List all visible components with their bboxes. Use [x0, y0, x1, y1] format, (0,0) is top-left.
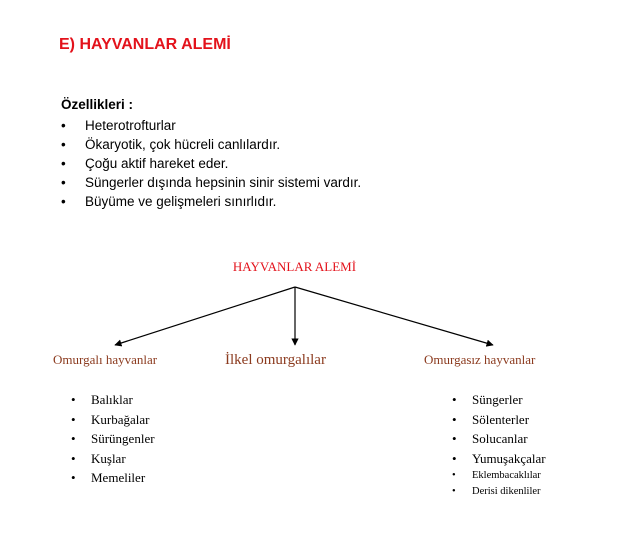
- features-heading: Özellikleri :: [61, 97, 134, 112]
- list-item: • Solucanlar: [452, 429, 546, 449]
- vertebrates-list: [71, 390, 155, 488]
- branch-vertebrates: Omurgalı hayvanlar: [53, 352, 158, 367]
- branch-primitive-vertebrates: İlkel omurgalılar: [225, 352, 326, 368]
- list-item: • Çoğu aktif hareket eder.: [61, 154, 361, 173]
- list-item: • Sürüngenler: [71, 429, 155, 449]
- list-item: • Ökaryotik, çok hücreli canlılardır.: [61, 135, 361, 154]
- list-item: • Süngerler: [452, 390, 546, 410]
- list-item: • Yumuşakçalar: [452, 449, 546, 469]
- list-item: • Süngerler dışında hepsinin sinir sistemi vardır.: [61, 173, 361, 192]
- arrow-to-invertebrates: [295, 287, 493, 345]
- list-item: • Memeliler: [71, 468, 155, 488]
- list-item: • Eklembacaklılar: [452, 468, 546, 484]
- list-item: • Derisi dikenliler: [452, 484, 546, 500]
- list-item: • Büyüme ve gelişmeleri sınırlıdır.: [61, 192, 361, 211]
- list-item: • Kuşlar: [71, 449, 155, 469]
- invertebrates-list: [452, 390, 546, 500]
- page-title: E) HAYVANLAR ALEMİ: [59, 36, 231, 53]
- arrow-to-vertebrates: [115, 287, 295, 345]
- branch-invertebrates: Omurgasız hayvanlar: [424, 352, 536, 367]
- list-item: • Balıklar: [71, 390, 155, 410]
- diagram-root-label: HAYVANLAR ALEMİ: [232, 259, 357, 274]
- list-item: • Sölenterler: [452, 410, 546, 430]
- list-item: • Kurbağalar: [71, 410, 155, 430]
- list-item: • Heterotrofturlar: [61, 116, 361, 135]
